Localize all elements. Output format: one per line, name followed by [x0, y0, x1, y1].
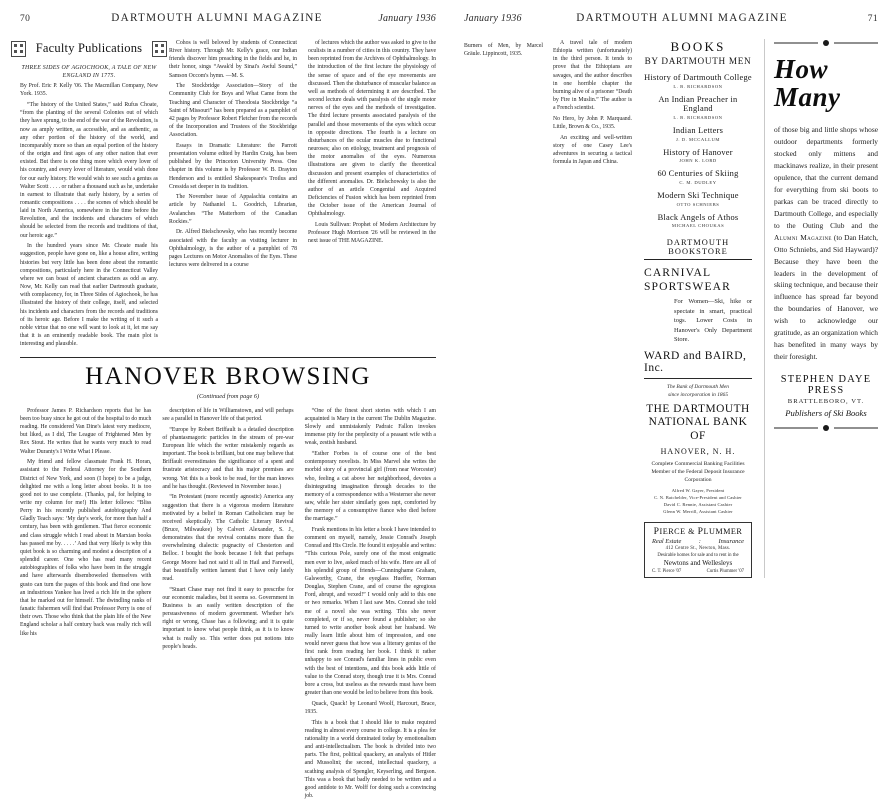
body-paragraph: Frank mentions in his letter a book I have intended to comment on myself, namely, Jessie Conrad's Joseph Conrad and His Circle. He found it enjoyable and writes: “This curious Pole, surely one of the most enigmatic men ever to live, asked much of his wife. Here are all of his splendid group of friends—Cunninghame Graham, Galsworthy, Crane, the eyeglass Hueffer, Norman Douglas, Stephen Crane, and of course the egregious Ford, abrupt, and vexed!” I would only add to this one or two remarks. When I last saw Mrs. Conrad she told me of a novel she was writing. This she never completed, or if so, never found a publisher; so she turned to write another book about her husband. We really learn little about him of impression, and one would never guess that how was a literary genius of the first rank from reading her book. I think it rather unhappy to see Conrad's familiar lines in public even with the best of intentions, and this book adds little of value to the Conrad story, though true it is Mrs. Conrad bore a cross, but useless as the rewards must have been greater than one would be led to believe from this book. — [304, 526, 436, 697]
ornament-left-icon — [11, 41, 26, 57]
bank-facilities-line1: Complete Commercial Banking Facilities — [651, 460, 745, 467]
daye-bottom-rule — [774, 424, 878, 432]
book-title: Black Angels of Athos — [657, 212, 739, 222]
left-running-head — [20, 12, 436, 30]
daye-body-text — [774, 124, 878, 364]
plummer-initial: P — [697, 526, 704, 538]
body-paragraph: “One of the finest short stories with which I am acquainted is Mary in the current The Dublin Magazine. Slowly and unmistakenly Padraic Fallon invokes immense pity for the perplexity of a peasant wife with a weak, zestish husband. — [304, 407, 436, 447]
daye-top-rule — [774, 39, 878, 47]
book-list-item[interactable] — [644, 191, 752, 207]
bank-ad-kicker — [644, 384, 752, 400]
daye-press-town: BRATTLEBORO, VT. — [787, 398, 865, 406]
daye-signature — [774, 374, 878, 432]
daye-body-part2: (to Dan Hatch, Otto Schniebs, and Sid Hayward)? Because they have been the leaders in the development of skiing technique, and because their influence has spread far beyond the boundaries of Hanover, we wish to acknowledge our gratitude, as an organization which has benefited in many ways by their foresight. — [774, 232, 878, 362]
right-page — [450, 0, 896, 600]
body-paragraph: of lectures which the author was asked to give to the oculists in a number of cities in this country. They have been reprinted from the Archives of Ophthalmology. In the introduction of the first lecture the physiology of the sense of space and of the eye movements are discussed. Then the disturbance of muscular balance as well as methods of determining it are described. The second lecture deals with paralysis of the single motor nerves of the eyes and the methods of investigation. The third lecture presents associated paralysis of the parallel and those movements of the eyes which occur in opposite directions. The fourth is a lecture on disturbances of the ocular muscles due to functional neuroses; also on etiology, treatment and prognosis of the motor anomalies of the eyes. Numerous illustrations are given to clarify the theoretical discussion and present examples of characteristics of the different anomalies. Dr. Bielschowsky is also the author of an article Congenital and Acquired Deficiencies of Fusion which has been reprinted from the October issue of the American Journal of Ophthalmology. — [308, 40, 436, 218]
body-paragraph: Quack, Quack! by Leonard Woolf, Harcourt, Brace, 1935. — [304, 700, 436, 715]
right-running-head — [464, 12, 878, 30]
book-list-item[interactable] — [644, 169, 752, 185]
partner-pierce: C. T. Pierce '07 — [652, 569, 682, 575]
right-issue-date: January 1936 — [464, 13, 522, 24]
body-paragraph: “Europe by Robert Briffault is a detailed description of phantasmagoric particles in the stream of pre-war European life which the writer mistakenly regards as important. The book is brilliant, but one may believe that Briffault overestimates the significance of a spent and frustrate aristocracy and that his major premises are wrong. Yet this is a book to be read, for the man knows and he has thought. (Reviewed in November issue.) — [162, 426, 294, 490]
books-panel-heading: BOOKS — [670, 39, 726, 54]
hanover-browsing-columns — [20, 407, 436, 803]
book-title: An Indian Preacher in England — [658, 94, 738, 114]
pierce-plummer-ad[interactable] — [644, 522, 752, 578]
daye-press-name: STEPHEN DAYE PRESS — [780, 374, 872, 397]
browsing-column-five — [553, 39, 632, 169]
bank-kicker-line2: since incorporation in 1865 — [667, 391, 729, 398]
pierce-plummer-services — [652, 538, 744, 545]
book-author: OTTO SCHNIEBS — [676, 201, 720, 207]
book-list-item[interactable] — [644, 148, 752, 164]
body-paragraph: A travel tale of modern Ethiopia written (unfortunately) in the third person. It tends to prove that the Ethiopians are savages, and the author describes in one horrible chapter the burning alive of a prisoner “Death by Fire in Muslin.” The author is a French scientist. — [553, 40, 632, 112]
browsing-column-one — [20, 407, 151, 803]
body-paragraph: Professor James P. Richardson reports that he has been too busy since he got out of the hospital to do much reading. He considered Van Dine's latest very mediocre, but liked, as I did, The League of Frightened Men by Rex Stout. He writes that he wants very much to read Walter Duranty's I Write What I Please. — [20, 407, 152, 455]
bank-facilities-line2: Member of the Federal Deposit Insurance — [651, 469, 745, 476]
left-page-number: 70 — [20, 14, 31, 24]
pierce-initial: P — [653, 526, 660, 538]
body-paragraph: The November issue of Appalachia contains an article by Nathaniel L. Goodrich, Librarian, Avalanches “The Matterhorn of the Canadian Rockies.” — [169, 194, 297, 225]
dot-rule-icon — [774, 39, 878, 47]
advertisement-column — [644, 39, 752, 578]
carnival-ad-title-line2: SPORTSWEAR — [644, 279, 731, 293]
book-title: History of Hanover — [663, 147, 733, 157]
faculty-publications-header — [20, 39, 158, 59]
body-paragraph: Louis Sullivan: Prophet of Modern Architecture by Professor Hugh Morrison '26 will be reviewed in the next issue of THE MAGAZINE. — [308, 221, 436, 245]
plummer-rest: LUMMER — [703, 527, 743, 537]
faculty-paragraph: In the hundred years since Mr. Choate made his suggestion, people have gone on, like a house afire, writing histories but very little has been done about the romantic compositions, particularly here in the Connecticut Valley where we can boast of ancient characters as odd as any. Now, Mr. Kelly can read that earlier Dartmouth graduate, with complacency, for, in Three Sides of Agiochook, he has illustrated the history of their college, itself, and selected his incidents and characters from the records and traditions of its heroic age. Before I make the writing of it such a noble virtue that no one will want to look at it, let me say that it is an eminently readable book. The main plot is interesting and plausible. — [20, 243, 158, 348]
book-title: 60 Centuries of Skiing — [657, 169, 739, 179]
daye-press-tagline: Publishers of Ski Books — [785, 408, 867, 419]
carnival-ad-title-line1: CARNIVAL — [644, 266, 712, 280]
partner-plummer: Curtis Plummer '07 — [706, 569, 744, 575]
body-paragraph: “In Protestant (more recently agnostic) America any suggestion that there is a vigorous modern literature motivated by a belief in Roman Catholicism may be received skeptically. The Catholic Literary Revival (Bruce, Milwaukee) by Calvert Alexander, S. J., demonstrates that the revival contains more than the overwhelming dialectic pugnacity of Chesterton and Belloc. I bought the book because I felt that perhaps George Moore had not said it all in Hail and Farewell, that beautifully written lament that I have only lately read. — [162, 494, 294, 582]
pierce-rest: IERCE & — [659, 527, 698, 537]
book-author: JOHN K. LORD — [679, 158, 717, 164]
daye-headline-line1: How — [774, 54, 829, 84]
faculty-book-byline: By Prof. Eric P. Kelly '06. The Macmillan Company, New York. 1935. — [20, 82, 158, 97]
bank-name-line1: THE DARTMOUTH — [646, 402, 750, 415]
daye-body-smallcaps: Alumni Magazine — [774, 232, 832, 242]
left-issue-date: January 1936 — [378, 13, 436, 24]
book-title: Modern Ski Technique — [657, 190, 739, 200]
left-magazine-title: DARTMOUTH ALUMNI MAGAZINE — [111, 12, 323, 24]
body-paragraph: No Hero, by John P. Marquand. Little, Brown & Co., 1935. — [553, 115, 632, 131]
hanover-browsing-continued: (Continued from page 6) — [196, 392, 260, 400]
body-paragraph: An exciting and well-written story of one Casey Lee's adventures in securing a tactical formula in Japan and China. — [553, 134, 632, 166]
browsing-footer-citation: Burners of Men, by Marcel Gräule. Lippincott, 1935. — [464, 42, 543, 57]
book-title: Indian Letters — [672, 125, 724, 135]
dot-rule-bottom-icon — [774, 424, 878, 432]
carnival-ad-title — [644, 266, 752, 293]
daye-headline — [774, 55, 878, 112]
faculty-paragraph: “The history of the United States,” said Rufus Choate, “from the planting of the several Colonies out of which they have sprung, to the end of the war of the Revolution, is now as amply written, as accessible, and as authentic, as any other portion of the history of the world, and incomparably more so than an equal portion of the history of the origin and first ages of any other nation that ever existed. But there is one thing more which every lover of his country, and every lover of literature, would wish done for our early history. He would wish to see such a genius as Walter Scott . . . . or rather a thousand such as he, undertake in earnest to illustrate that early history, by a series of romantic compositions . . . . the scenes of which should be laid in North America, somewhere in the time before the Revolution, and the incidents and characters of which should be selected from the records and traditions of that, our heroic age.” — [20, 102, 158, 239]
hanover-browsing-banner — [20, 358, 436, 407]
pierce-plummer-address: 412 Centre St., Newton, Mass. — [665, 546, 731, 552]
ward-and-baird-line[interactable]: WARD and BAIRD, Inc. — [644, 345, 752, 379]
dartmouth-bookstore-line[interactable]: DARTMOUTH BOOKSTORE — [644, 234, 752, 260]
book-author: MICHAEL CHOUKAS — [671, 223, 725, 229]
browsing-column-two — [162, 407, 293, 803]
daye-headline-line2: Many — [774, 82, 841, 113]
books-panel-subheading: BY DARTMOUTH MEN — [644, 56, 752, 66]
book-author: J. D. MCCALLUM — [676, 136, 720, 142]
daye-body-part1: of those big and little shops whose outdoor departments formerly stocked only mittens and mackinaws realize, in their present opulence, that the current demand for everything from ski boots to parkas can be traced directly to Dartmouth College, and especially to the Outing Club and the — [774, 124, 878, 230]
service-insurance: Insurance — [718, 538, 744, 546]
left-column-three — [308, 39, 436, 351]
books-panel — [644, 39, 752, 260]
bank-name — [644, 403, 752, 443]
browsing-column-four — [464, 39, 543, 169]
book-title: History of Dartmouth College — [644, 73, 752, 82]
book-list-item[interactable] — [644, 126, 752, 142]
bank-officer: Alfred W. Gayer, President — [671, 488, 725, 494]
body-paragraph: Essays in Dramatic Literature: the Parrott presentation volume edited by Hardin Craig, has been published by the Princeton University Press. One chapter in this volume is by Professor W. B. Drayton Henderson and is entitled Shakespeare's Troilus and Cressida set deeper in its tradition. — [169, 142, 297, 190]
carnival-ad-body: For Women—Ski, hike or spectate in smart, practical togs. Lower Costs in Hanover's Only Department Store. — [674, 297, 752, 344]
bank-officer: C. N. Batchelder, Vice-President and Cashier — [654, 495, 742, 501]
body-paragraph: The Stockbridge Association—Story of the Community Club for Boys and What Came from the Teaching and Character of Theodosia Stockbridge “a Saint of Missouri” has been prepared as a pamphlet of 42 pages by Professor Robert Fletcher from the records of the Incorporation and Trustees of the Stockbridge Association. — [169, 83, 297, 139]
body-paragraph: “Stuart Chase may not find it easy to prescribe for our economic maladies, but it seems so. Government in Business is an easily written description of the persuasiveness of modern government. Whether he's right or wrong, Chase has a following; and it is quite important to know what people think, as it is to know what is really so. This writer does put notions into people's heads. — [162, 586, 294, 650]
bank-officers-list — [644, 488, 752, 515]
right-page-columns — [464, 39, 878, 578]
faculty-book-title: THREE SIDES OF AGIOCHOOK, A TALE OF NEW ENGLAND IN 1775. — [21, 64, 157, 80]
left-column-two — [169, 39, 297, 351]
bank-facilities — [644, 460, 752, 484]
pierce-plummer-partners — [652, 569, 744, 574]
service-separator: : — [698, 538, 701, 546]
left-page — [0, 0, 450, 799]
left-upper-columns — [20, 39, 436, 351]
service-real-estate: Real Estate — [652, 538, 682, 546]
bank-city: HANOVER, N. H. — [660, 446, 736, 456]
faculty-publications-column — [20, 39, 158, 351]
body-paragraph: description of life in Williamstown, and will perhaps see a parallel in Hanover life of that period. — [162, 407, 294, 422]
pierce-plummer-towns: Newtons and Wellesleys — [663, 559, 733, 568]
body-paragraph: Dr. Alfred Bielschowsky, who has recently become associated with the faculty as visiting lecturer in Ophthalmology, is the author of a pamphlet of 78 pages Lectures on Motor Anomalies of the Eyes. These lectures were delivered in a course — [169, 229, 297, 269]
right-magazine-title: DARTMOUTH ALUMNI MAGAZINE — [576, 12, 788, 24]
pierce-plummer-tagline: Desirable homes for sale and to rent in the — [657, 553, 739, 559]
daye-body-paragraph — [774, 124, 878, 364]
body-paragraph: “Esther Forbes is of course one of the best contemporary novelists. In Miss Marvel she writes the morbid story of a provincial girl (from near Worcester) who, feeling a cat above her neighborhood, devotes a disintegrating imagination through decades to the memory of a correspondence with a Westerner she never saw, while her sister similarly goes rapt, comforted by the memory of a consumptive fiance who died before the marriage.” — [304, 451, 436, 523]
ornament-right-icon — [152, 41, 167, 57]
book-author: L. B. RICHARDSON — [673, 114, 723, 120]
book-author: L. B. RICHARDSON — [673, 83, 723, 89]
bank-officer: Glenn W. Merrill, Assistant Cashier — [663, 508, 733, 514]
bank-officer: David C. Rennie, Assistant Cashier — [663, 501, 733, 507]
book-list-item[interactable] — [644, 73, 752, 89]
hanover-browsing-title: HANOVER BROWSING — [85, 362, 371, 390]
book-list-item[interactable] — [644, 213, 752, 229]
browsing-continuation-columns — [464, 39, 632, 578]
body-paragraph: This is a book that I should like to make required reading in almost every course in college. It is a plea for rationality in a world dominated today by emotionalism and anti-intellectualism. The book is divided into two parts. The first, political quackery, an analysis of Hitler and Mussolini; the second, intellectual quackery, a scathing analysis of Spengler, Keyserling, and Bergson. This was a book that badly needed to be written and a good antidote to Mr. Wolff for doing such a convincing job. — [304, 719, 436, 799]
body-paragraph: My friend and fellow classmate Frank H. Horan, assistant to the Federal Attorney for the Southern District of New York, and soon (I hope) to be a judge, delighted me with a long letter about books. It is too good not to use complete. (Thanks, pal, for helping to write my column for me!) His letter follows: “Bliss Perry in his recently published autobiography And Gladly Teach says: ‘My day's work, for more than half a century, has been with gentlemen. That fierce economic and class struggle which I read about in Marxian books has passed me by. . . . .’ And that very likely is why this quiet book is so charming and modest a description of a splendid career. One who has read many recent autobiographies of folks who have been in the struggle and have afterwards disemboweled themselves with gusto can turn the pages of this book and find one how an industrious Yankee has lived a rich life in the sphere that he marked out for himself. The dwindling ranks of fanatic fishermen will find that Professor Perry is one of their own. Those who think that the plain life of the New England scholar a half century back was really rich will like his — [20, 459, 152, 637]
bank-kicker-line1: The Bank of Dartmouth Men — [667, 383, 729, 390]
stephen-daye-press-ad[interactable] — [764, 39, 878, 578]
pierce-plummer-title — [649, 526, 747, 537]
body-paragraph: Cohos is well beloved by students of Connecticut River history. Through Mr. Kelly's grace, our Indian friends discover him preaching in the fields and he, in their honor, sings “Awak'd by Sinai's Awful Sound,” Samson Occom's hymn. —M. S. — [169, 40, 297, 79]
faculty-publications-title: Faculty Publications — [35, 41, 143, 55]
book-author: C. M. DUDLEY — [679, 179, 717, 185]
bank-name-line2: NATIONAL BANK OF — [648, 416, 748, 442]
right-page-number: 71 — [867, 14, 878, 24]
carnival-sportswear-ad[interactable] — [644, 266, 752, 379]
dartmouth-national-bank-ad[interactable] — [644, 384, 752, 515]
bank-facilities-line3: Corporation — [684, 477, 712, 484]
book-list-item[interactable] — [644, 95, 752, 120]
browsing-column-three — [305, 407, 436, 803]
